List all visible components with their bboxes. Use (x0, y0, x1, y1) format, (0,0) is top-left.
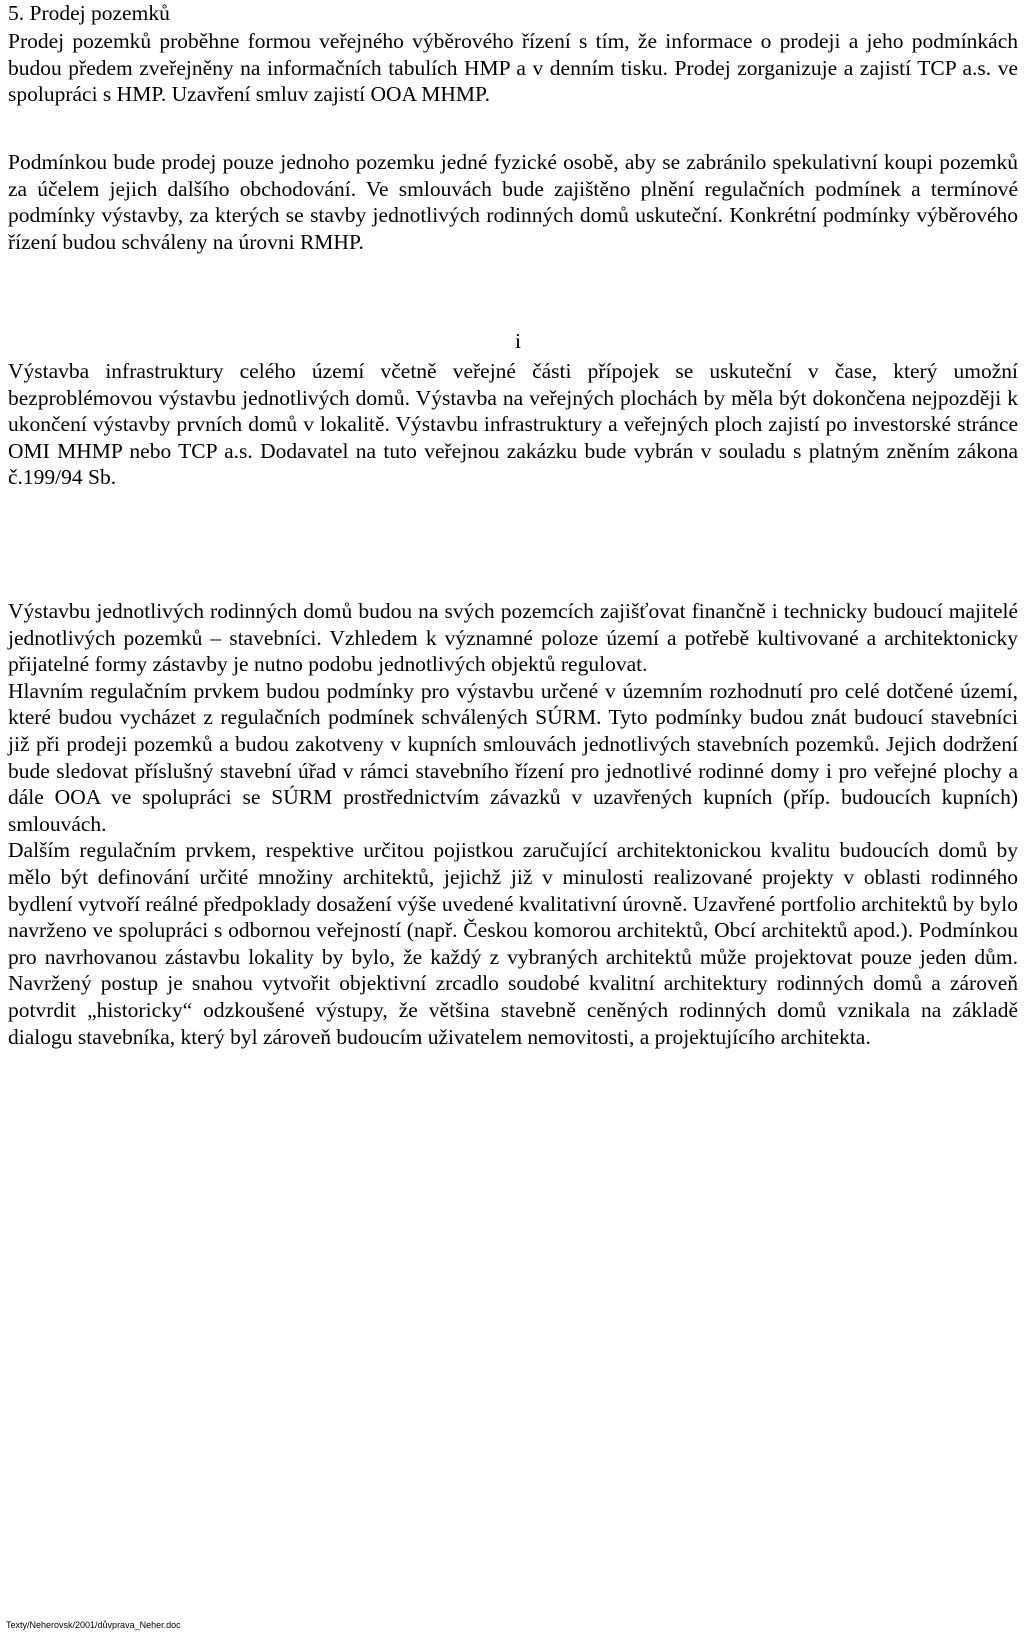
text-block-condition (8, 149, 1018, 255)
stray-mark: i (515, 329, 521, 353)
paragraph: Výstavba infrastruktury celého území včetně veřejné části přípojek se uskuteční v čase, který umožní bezproblémovou výstavbu jednotlivých domů. Výstavba na veřejných plochách by měla být dokončena nejpozději k ukončení výstavby prvních domů v lokalitě. Výstavbu infrastruktury a veřejných ploch zajistí po investorské stránce OMI MHMP nebo TCP a.s. Dodavatel na tuto veřejnou zakázku bude vybrán v souladu s platným zněním zákona č.199/94 Sb. (8, 359, 1018, 490)
paragraph: Podmínkou bude prodej pouze jednoho pozemku jedné fyzické osobě, aby se zabránilo spekulativní koupi pozemků za účelem jejich dalšího obchodování. Ve smlouvách bude zajištěno plnění regulačních podmínek a termínové podmínky výstavby, za kterých se stavby jednotlivých rodinných domů uskuteční. Konkrétní podmínky výběrového řízení budou schváleny na úrovni RMHP. (8, 150, 1018, 254)
text-block-infrastructure (8, 358, 1018, 491)
footer-file-path: Texty/Neherovsk/2001/důvprava_Neher.doc (6, 1620, 181, 1630)
paragraph: Výstavbu jednotlivých rodinných domů budou na svých pozemcích zajišťovat finančně i technicky budoucí majitelé jednotlivých pozemků – stavebníci. Vzhledem k významné poloze území a potřebě kultivované a architektonicky přijatelné formy zástavby je nutno podobu jednotlivých objektů regulovat. (8, 599, 1018, 677)
text-block-construction (8, 598, 1018, 1050)
section-heading: 5. Prodej pozemků (8, 1, 170, 25)
paragraph: Prodej pozemků proběhne formou veřejného výběrového řízení s tím, že informace o prodeji a jeho podmínkách budou předem zveřejněny na informačních tabulích HMP a v denním tisku. Prodej zorganizuje a zajistí TCP a.s. ve spolupráci s HMP. Uzavření smluv zajistí OOA MHMP. (8, 29, 1018, 107)
paragraph: Hlavním regulačním prvkem budou podmínky pro výstavbu určené v územním rozhodnutí pro celé dotčené území, které budou vycházet z regulačních podmínek schválených SÚRM. Tyto podmínky budou znát budoucí stavebníci již při prodeji pozemků a budou zakotveny v kupních smlouvách jednotlivých stavebních pozemků. Jejich dodržení bude sledovat příslušný stavební úřad v rámci stavebního řízení pro jednotlivé rodinné domy i pro veřejné plochy a dále OOA ve spolupráci se SÚRM prostřednictvím závazků v uzavřených kupních (příp. budoucích kupních) smlouvách. (8, 678, 1018, 836)
text-block-sale (8, 28, 1018, 108)
paragraph: Dalším regulačním prvkem, respektive určitou pojistkou zaručující architektonickou kvalitu budoucích domů by mělo být definování určité množiny architektů, jejichž již v minulosti realizované projekty v oblasti rodinného bydlení vytvoří reálné předpoklady dosažení výše uvedené kvalitativní úrovně. Uzavřené portfolio architektů by bylo navrženo ve spolupráci s odbornou veřejností (např. Českou komorou architektů, Obcí architektů apod.). Podmínkou pro navrhovanou zástavbu lokality by bylo, že každý z vybraných architektů může projektovat pouze jeden dům. Navržený postup je snahou vytvořit objektivní zrcadlo soudobé kvalitní architektury rodinných domů a zároveň potvrdit „historicky“ odzkoušené výstupy, že většina stavebně ceněných rodinných domů vznikala na základě dialogu stavebníka, který byl zároveň budoucím uživatelem nemovitosti, a projektujícího architekta. (8, 838, 1018, 1049)
